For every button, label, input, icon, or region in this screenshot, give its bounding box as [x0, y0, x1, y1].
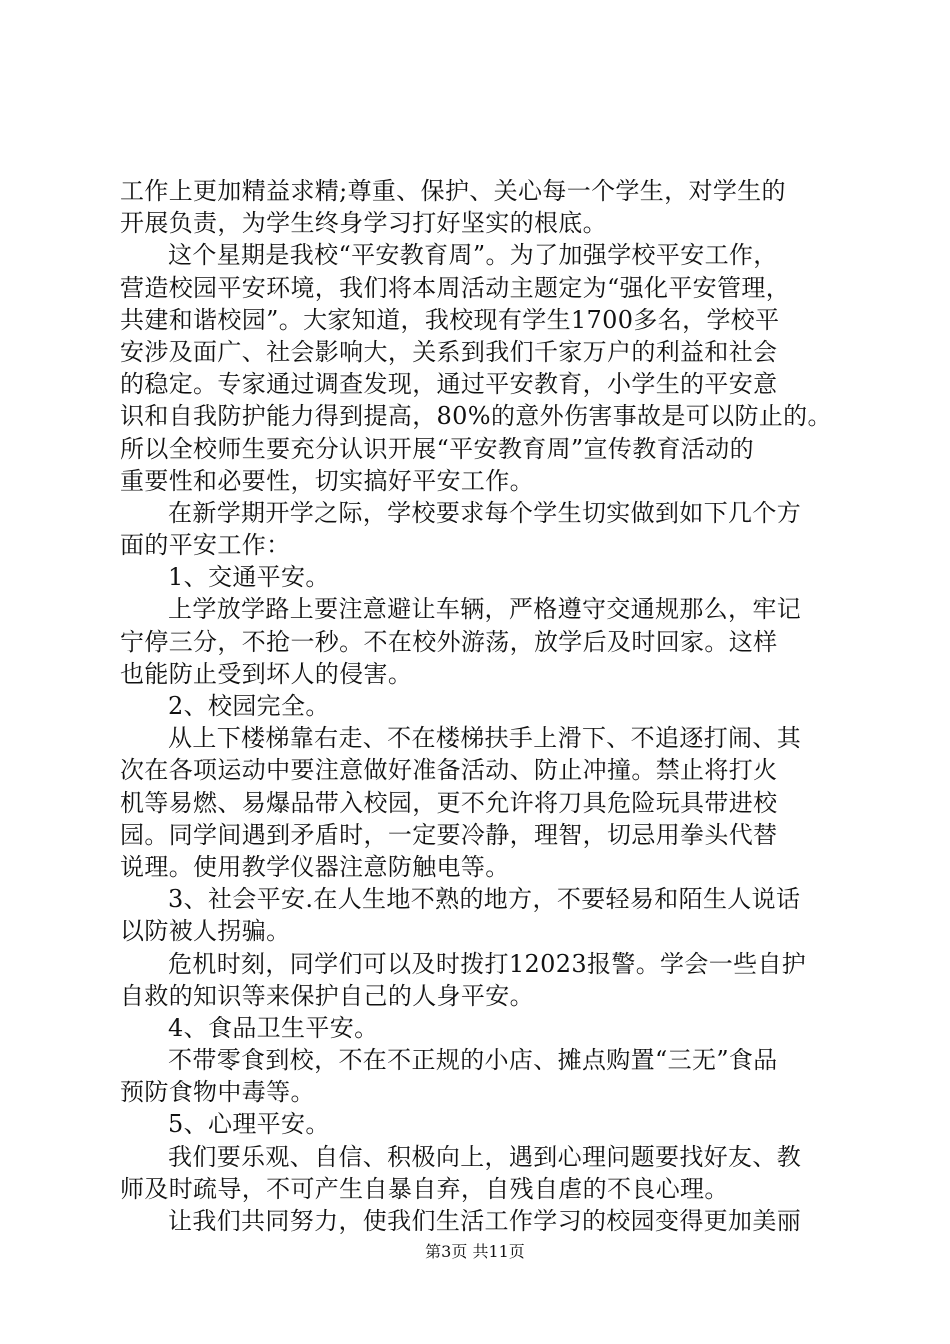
text-line: 上学放学路上要注意避让车辆，严格遵守交通规那么，牢记 — [168, 595, 802, 624]
text-line: 重要性和必要性，切实搞好平安工作。 — [120, 466, 534, 495]
text-line: 自救的知识等来保护自己的人身平安。 — [120, 981, 534, 1010]
text-line: 机等易燃、易爆品带入校园，更不允许将刀具危险玩具带进校 — [120, 788, 778, 817]
text-line: 次在各项运动中要注意做好准备活动、防止冲撞。禁止将打火 — [120, 756, 778, 785]
text-line: 预防食物中毒等。 — [120, 1078, 315, 1107]
text-line: 的稳定。专家通过调查发现，通过平安教育，小学生的平安意 — [120, 370, 778, 399]
text-line: 我们要乐观、自信、积极向上，遇到心理问题要找好友、教 — [168, 1142, 802, 1171]
document-body — [120, 175, 840, 1237]
text-line: 危机时刻，同学们可以及时拨打12023报警。学会一些自护 — [168, 949, 807, 978]
text-line: 3、社会平安.在人生地不熟的地方，不要轻易和陌生人说话 — [168, 885, 801, 914]
text-line: 以防被人拐骗。 — [120, 917, 291, 946]
text-line: 2、校园完全。 — [168, 692, 330, 720]
text-line: 也能防止受到坏人的侵害。 — [120, 659, 413, 688]
text-line: 共建和谐校园”。大家知道，我校现有学生1700多名，学校平 — [120, 305, 780, 334]
text-line: 4、食品卫生平安。 — [168, 1013, 379, 1042]
text-line: 师及时疏导，不可产生自暴自弃，自残自虐的不良心理。 — [120, 1174, 729, 1203]
text-line: 所以全校师生要充分认识开展“平安教育周”宣传教育活动的 — [120, 434, 754, 463]
text-line: 不带零食到校，不在不正规的小店、摊点购置“三无”食品 — [168, 1046, 778, 1075]
text-line: 开展负责，为学生终身学习打好坚实的根底。 — [120, 209, 607, 238]
page-footer: 第3页 共11页 — [425, 1242, 525, 1261]
text-line: 营造校园平安环境，我们将本周活动主题定为“强化平安管理， — [120, 273, 791, 302]
text-line: 在新学期开学之际，学校要求每个学生切实做到如下几个方 — [168, 498, 802, 527]
text-line: 5、心理平安。 — [168, 1110, 330, 1139]
text-line: 园。同学间遇到矛盾时，一定要冷静，理智，切忌用拳头代替 — [120, 820, 778, 849]
text-line: 1、交通平安。 — [168, 563, 330, 592]
text-line: 宁停三分，不抢一秒。不在校外游荡，放学后及时回家。这样 — [120, 627, 778, 656]
text-line: 工作上更加精益求精;尊重、保护、关心每一个学生，对学生的 — [120, 177, 786, 205]
text-line: 让我们共同努力，使我们生活工作学习的校园变得更加美丽 — [168, 1207, 802, 1235]
text-line: 这个星期是我校“平安教育周”。为了加强学校平安工作， — [168, 241, 778, 270]
text-line: 说理。使用教学仪器注意防触电等。 — [120, 852, 510, 881]
text-line: 面的平安工作： — [120, 531, 291, 560]
text-line: 识和自我防护能力得到提高，80%的意外伤害事故是可以防止的。 — [120, 402, 832, 431]
text-line: 从上下楼梯靠右走、不在楼梯扶手上滑下、不追逐打闹、其 — [168, 724, 802, 753]
text-line: 安涉及面广、社会影响大，关系到我们千家万户的利益和社会 — [120, 337, 778, 366]
